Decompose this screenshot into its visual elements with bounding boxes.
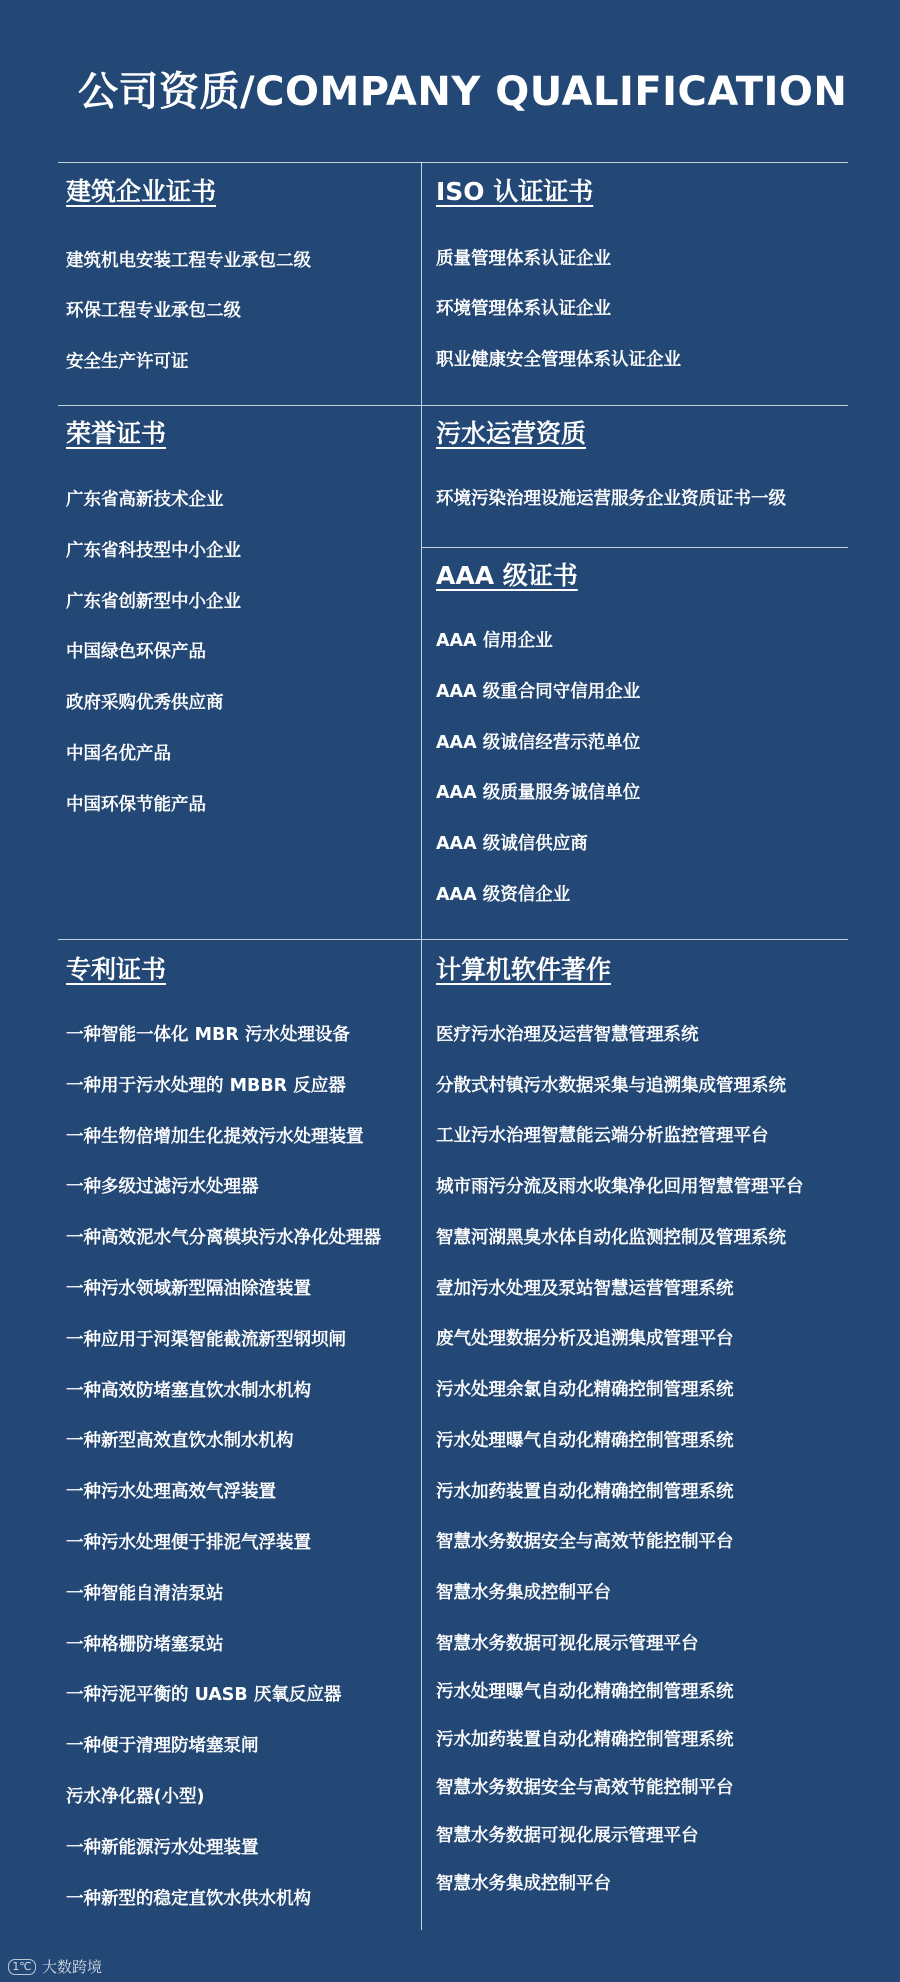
- list-item: 一种格栅防堵塞泵站: [66, 1635, 224, 1655]
- list-item: 一种新型的稳定直饮水供水机构: [66, 1889, 311, 1909]
- list-item: 智慧水务数据可视化展示管理平台: [436, 1634, 699, 1654]
- list-item: 智慧水务集成控制平台: [436, 1874, 611, 1894]
- section-title-sewage-ops: 污水运营资质: [436, 419, 587, 448]
- section-title-construction: 建筑企业证书: [66, 177, 217, 206]
- list-item: 一种污水处理便于排泥气浮装置: [66, 1533, 311, 1553]
- list-item: 智慧水务数据安全与高效节能控制平台: [436, 1532, 734, 1552]
- list-item: 污水加药装置自动化精确控制管理系统: [436, 1730, 734, 1750]
- list-item: 智慧河湖黑臭水体自动化监测控制及管理系统: [436, 1228, 786, 1248]
- list-item: 医疗污水治理及运营智慧管理系统: [436, 1025, 699, 1045]
- divider-vertical: [421, 162, 422, 1930]
- list-item: 智慧水务数据可视化展示管理平台: [436, 1826, 699, 1846]
- list-item: 污水处理曝气自动化精确控制管理系统: [436, 1682, 734, 1702]
- watermark-logo-icon: 1℃: [8, 1959, 36, 1975]
- list-item: 一种多级过滤污水处理器: [66, 1177, 259, 1197]
- list-item: 工业污水治理智慧能云端分析监控管理平台: [436, 1126, 769, 1146]
- list-item: 污水净化器(小型): [66, 1787, 205, 1807]
- list-item: AAA 级诚信经营示范单位: [436, 733, 641, 753]
- list-item: 城市雨污分流及雨水收集净化回用智慧管理平台: [436, 1177, 804, 1197]
- list-item: 广东省高新技术企业: [66, 490, 224, 510]
- list-item: 分散式村镇污水数据采集与追溯集成管理系统: [436, 1076, 786, 1096]
- list-item: 中国环保节能产品: [66, 795, 206, 815]
- list-item: 质量管理体系认证企业: [436, 249, 611, 269]
- list-item: AAA 级诚信供应商: [436, 834, 588, 854]
- list-item: 污水加药装置自动化精确控制管理系统: [436, 1482, 734, 1502]
- list-item: AAA 级质量服务诚信单位: [436, 783, 641, 803]
- list-item: 智慧水务数据安全与高效节能控制平台: [436, 1778, 734, 1798]
- section-title-patent: 专利证书: [66, 955, 167, 984]
- list-item: AAA 级资信企业: [436, 885, 571, 905]
- watermark-text: 大数跨境: [42, 1958, 103, 1976]
- list-item: 中国绿色环保产品: [66, 642, 206, 662]
- list-item: 一种高效防堵塞直饮水制水机构: [66, 1381, 311, 1401]
- list-item: 一种污水领域新型隔油除渣装置: [66, 1279, 311, 1299]
- divider-row3: [58, 939, 848, 940]
- list-item: 广东省科技型中小企业: [66, 541, 241, 561]
- list-item: 智慧水务集成控制平台: [436, 1583, 611, 1603]
- list-item: AAA 信用企业: [436, 631, 553, 651]
- list-item: 一种智能自清洁泵站: [66, 1584, 224, 1604]
- list-item: 建筑机电安装工程专业承包二级: [66, 251, 311, 271]
- list-item: 一种生物倍增加生化提效污水处理装置: [66, 1127, 364, 1147]
- list-item: 政府采购优秀供应商: [66, 693, 224, 713]
- list-item: AAA 级重合同守信用企业: [436, 682, 641, 702]
- list-item: 壹加污水处理及泵站智慧运营管理系统: [436, 1279, 734, 1299]
- list-item: 广东省创新型中小企业: [66, 592, 241, 612]
- list-item: 环保工程专业承包二级: [66, 301, 241, 321]
- divider-top: [58, 162, 848, 163]
- list-item: 污水处理余氯自动化精确控制管理系统: [436, 1380, 734, 1400]
- list-item: 一种污水处理高效气浮装置: [66, 1482, 276, 1502]
- list-item: 污水处理曝气自动化精确控制管理系统: [436, 1431, 734, 1451]
- list-item: 一种污泥平衡的 UASB 厌氧反应器: [66, 1685, 342, 1705]
- list-item: 一种智能一体化 MBR 污水处理设备: [66, 1025, 350, 1045]
- list-item: 一种用于污水处理的 MBBR 反应器: [66, 1076, 346, 1096]
- list-item: 一种新型高效直饮水制水机构: [66, 1431, 294, 1451]
- section-title-honor: 荣誉证书: [66, 419, 167, 448]
- divider-right-aaa: [421, 547, 848, 548]
- list-item: 废气处理数据分析及追溯集成管理平台: [436, 1329, 734, 1349]
- section-title-software: 计算机软件著作: [436, 955, 612, 984]
- list-item: 中国名优产品: [66, 744, 171, 764]
- list-item: 环境管理体系认证企业: [436, 299, 611, 319]
- list-item: 一种新能源污水处理装置: [66, 1838, 259, 1858]
- list-item: 一种应用于河渠智能截流新型钢坝闸: [66, 1330, 346, 1350]
- divider-row2: [58, 405, 848, 406]
- list-item: 一种便于清理防堵塞泵闸: [66, 1736, 259, 1756]
- watermark: [8, 1956, 102, 1977]
- list-item: 环境污染治理设施运营服务企业资质证书一级: [436, 489, 786, 509]
- page-title: 公司资质/COMPANY QUALIFICATION: [78, 69, 848, 115]
- section-title-aaa: AAA 级证书: [436, 561, 578, 590]
- list-item: 安全生产许可证: [66, 352, 189, 372]
- section-title-iso: ISO 认证证书: [436, 177, 594, 206]
- list-item: 一种高效泥水气分离模块污水净化处理器: [66, 1228, 381, 1248]
- list-item: 职业健康安全管理体系认证企业: [436, 350, 681, 370]
